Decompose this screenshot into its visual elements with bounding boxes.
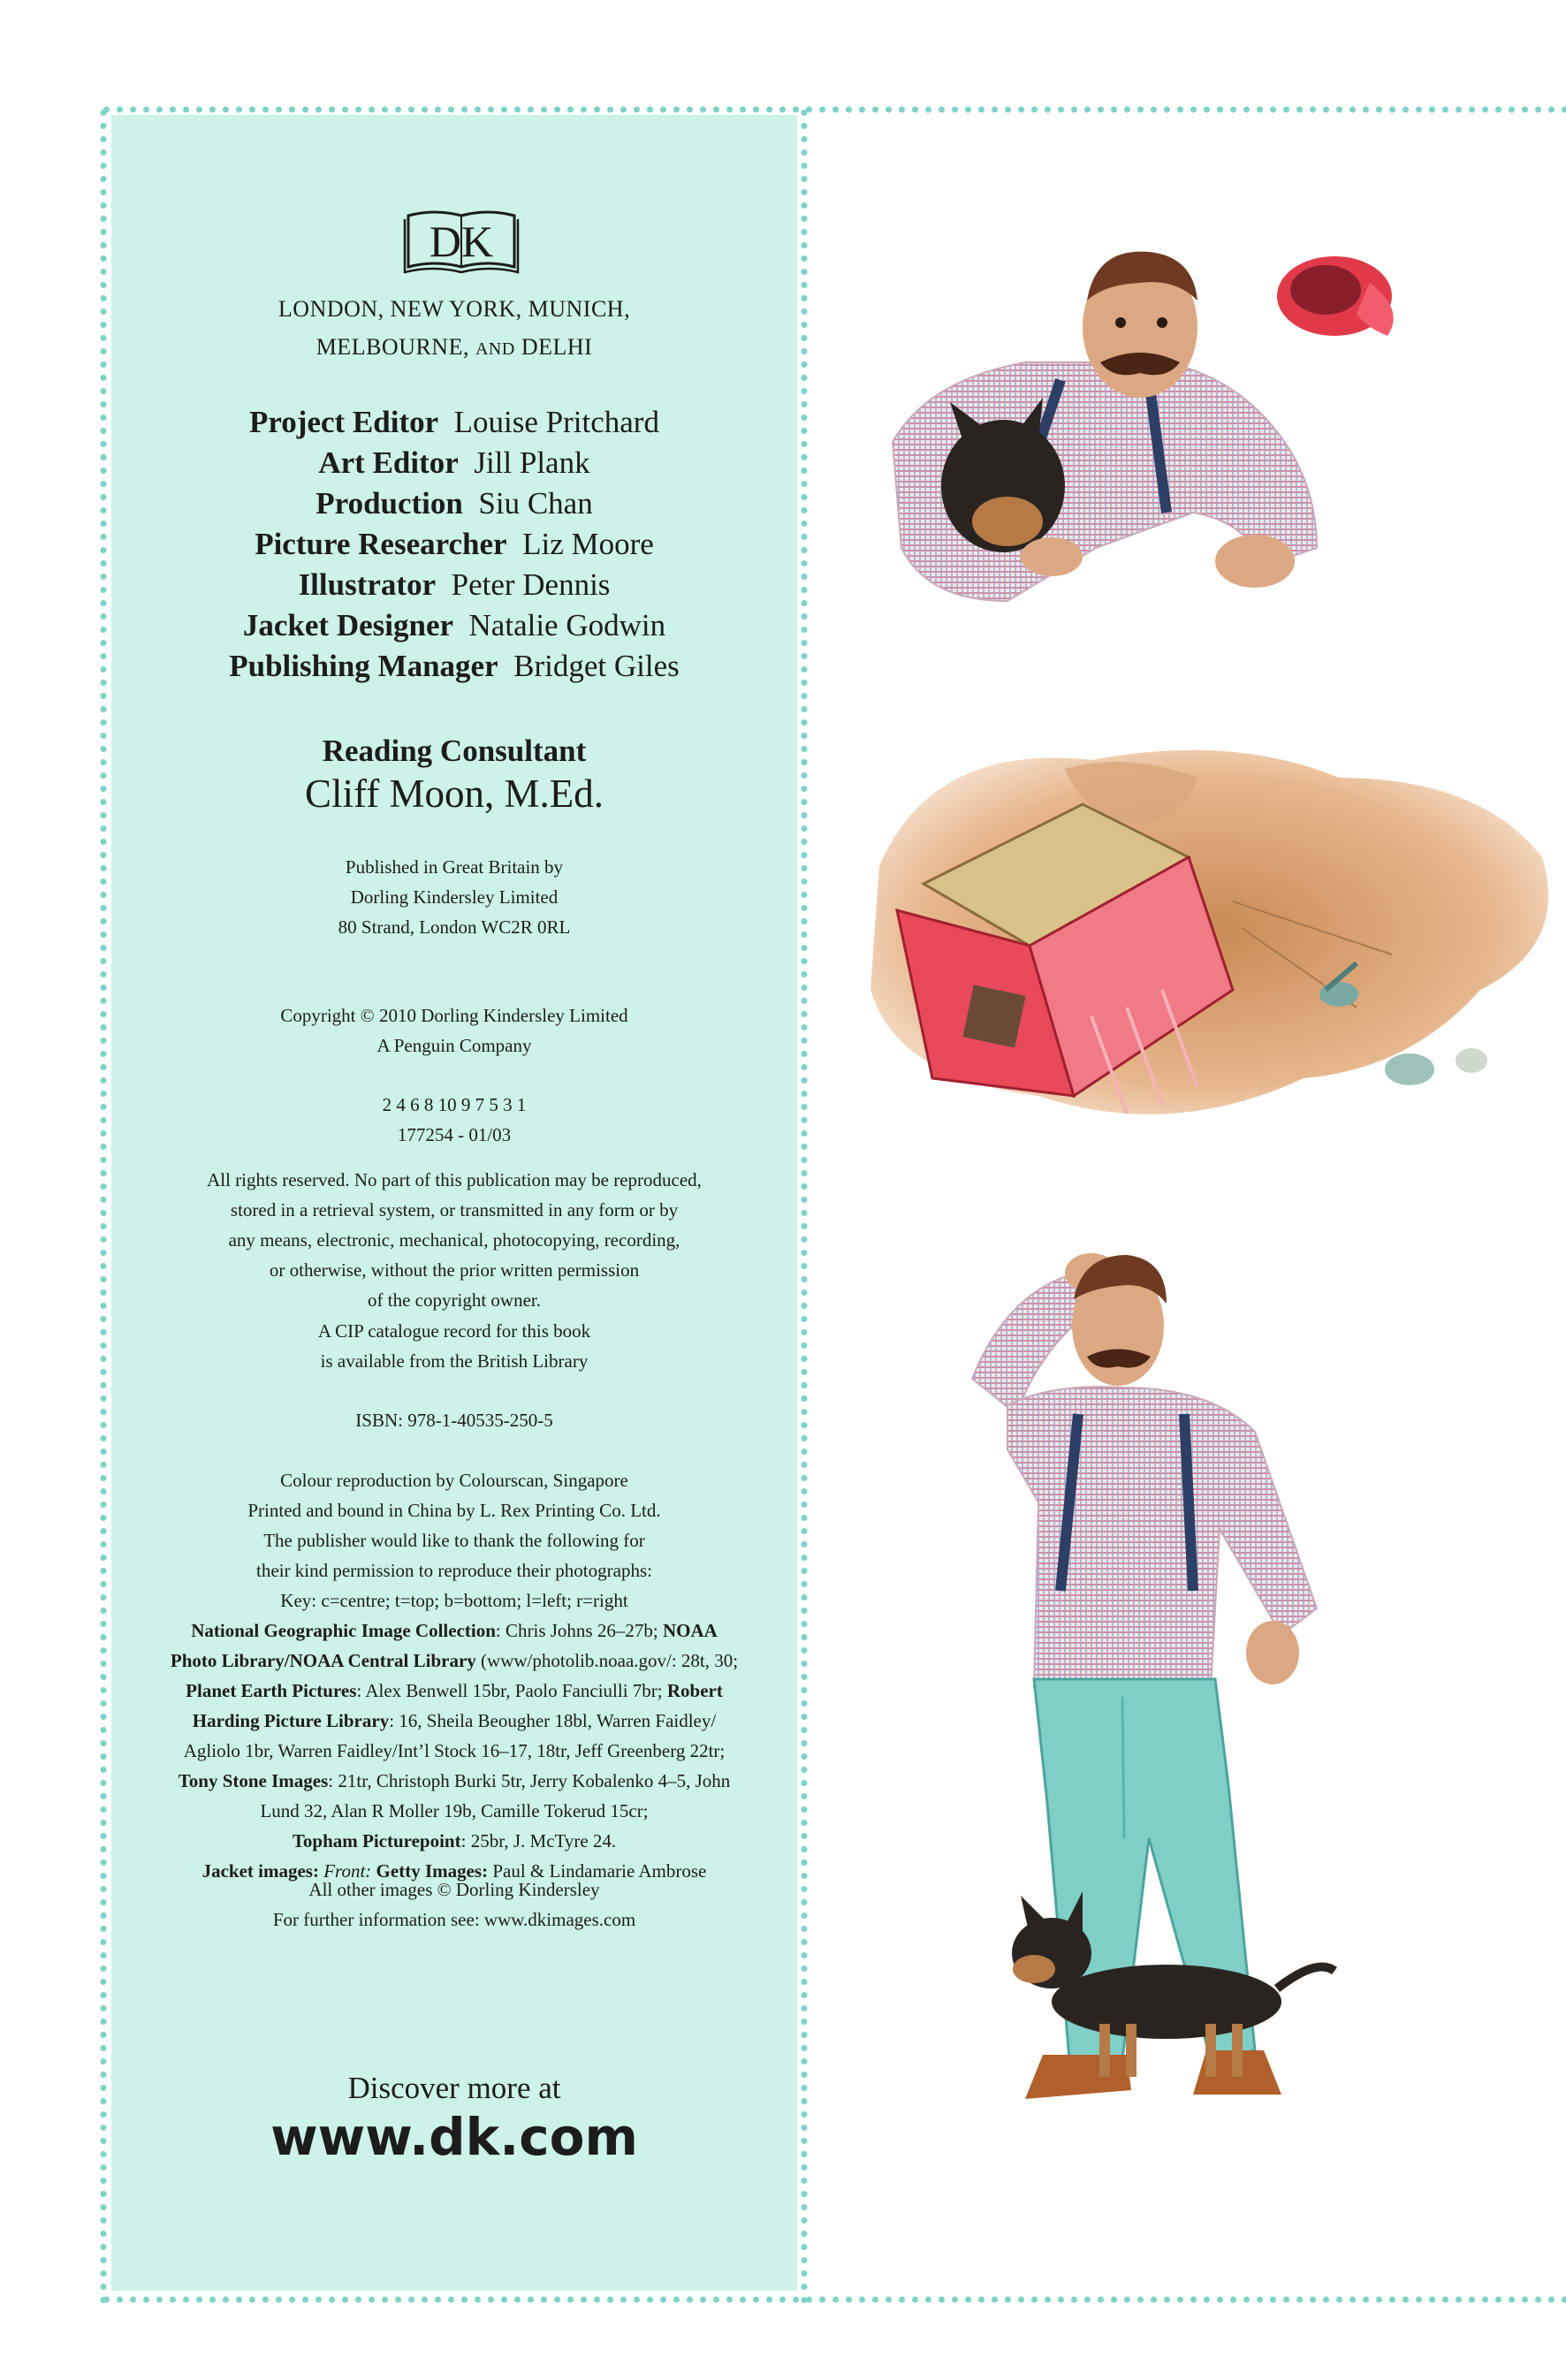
credit-production: Production Siu Chan bbox=[315, 486, 593, 521]
publisher-address: Published in Great Britain by Dorling Kindersley Limited 80 Strand, London WC2R 0RL bbox=[338, 856, 571, 938]
cip-notice: A CIP catalogue record for this book is available from the British Library bbox=[317, 1320, 591, 1372]
publisher-cities bbox=[111, 290, 797, 369]
consultant-name: Cliff Moon, M.Ed. bbox=[305, 772, 604, 816]
consultant-role: Reading Consultant bbox=[322, 734, 587, 768]
discover-more-label: Discover more at bbox=[347, 2071, 561, 2105]
cities-line-2: MELBOURNE, AND DELHI bbox=[315, 334, 593, 360]
credit-picture-researcher: Picture Researcher Liz Moore bbox=[255, 527, 654, 561]
copyright-notice: Copyright © 2010 Dorling Kindersley Limited A Penguin Company bbox=[280, 1005, 628, 1056]
dk-book-logo-icon bbox=[403, 203, 520, 276]
credit-art-editor: Art Editor Jill Plank bbox=[318, 445, 590, 480]
credit-illustrator: Illustrator Peter Dennis bbox=[298, 567, 611, 602]
cities-line-1: LONDON, NEW YORK, MUNICH, bbox=[277, 296, 631, 322]
colour-reproduction: Colour reproduction by Colourscan, Singapore Printed and bound in China by L. Rex Printing Co. Ltd. bbox=[247, 1470, 661, 1521]
credit-jacket-designer: Jacket Designer Natalie Godwin bbox=[242, 608, 666, 643]
print-numbers: 2 4 6 8 10 9 7 5 3 1 177254 - 01/03 bbox=[382, 1094, 527, 1145]
farmer-holding-dog-illustration bbox=[875, 230, 1441, 636]
website-link[interactable]: www.dk.com bbox=[270, 2107, 638, 2167]
dotted-border-middle bbox=[801, 106, 808, 2303]
logo-text: DK bbox=[429, 217, 494, 266]
rights-notice: All rights reserved. No part of this publication may be reproduced, stored in a retrieval system, or transmitted in any form or by any means, electronic, mechanical, photocopying, recording, or otherwise, without the prior written permission of the copyright owner. bbox=[207, 1169, 702, 1311]
picture-credits: The publisher would like to thank the following for their kind permission to reproduce their photographs: Key: c=centre; t=top; b=bottom; l=left; r=right National Geographic Image Collection: Chris Johns 26–27b; NOAA Photo Library/NOAA Central Library (www/photolib.noaa.gov/: 28t, 30; Planet Earth Pictures: Alex Benwell 15br, Paolo Fanciulli 7br; Robert Harding Picture Library: 16, Sheila Beougher 18bl, Warren Faidley/ Agliolo 1br, Warren Faidley/Int’l Stock 16–17, 18tr, Jeff Greenberg 22tr; Tony Stone Images: 21tr, Christoph Burki 5tr, Jerry Kobalenko 4–5, John Lund 32, Alan R Moller 19b, Camille Tokerud 15cr; Topham Picturepoint: 25br, J. McTyre 24. Jacket images: Front: Getty Images: Paul & Lindamarie Ambrose bbox=[170, 1530, 739, 1882]
other-images-notice: All other images © Dorling Kindersley For further information see: www.dkimages.com bbox=[272, 1879, 636, 1930]
dotted-border-left bbox=[100, 106, 107, 2303]
credit-publishing-manager: Publishing Manager Bridget Giles bbox=[229, 649, 680, 683]
credit-project-editor: Project Editor Louise Pritchard bbox=[249, 405, 659, 439]
dotted-border-top bbox=[100, 106, 1566, 113]
credits-list bbox=[111, 402, 797, 687]
imprint-panel bbox=[111, 115, 797, 2291]
barn-storm-illustration bbox=[862, 725, 1560, 1149]
isbn: ISBN: 978-1-40535-250-5 bbox=[355, 1410, 553, 1431]
dotted-border-bottom bbox=[100, 2296, 1566, 2303]
farmer-standing-illustration bbox=[919, 1237, 1414, 2192]
